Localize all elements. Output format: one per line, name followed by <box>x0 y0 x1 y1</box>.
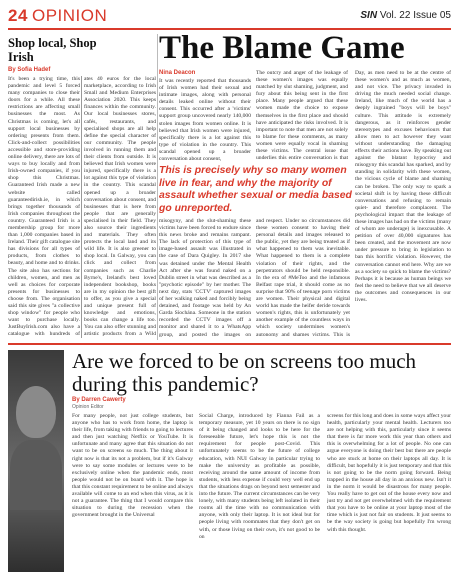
bottom-story-title: Are we forced to be on screens too much during this pandemic? <box>72 349 417 396</box>
pull-quote: This is precisely why so many women live in fear, and why the majority of assault whether sexual or media based go unreported. <box>159 165 352 214</box>
column-divider <box>157 34 158 340</box>
blame-story-column-3 <box>355 70 451 338</box>
blame-story-lower-column-1 <box>159 218 251 338</box>
bottom-story-text-3: screens for this long and does in some ways affect your health, particularly your mental health. Lecturers too are not helping with this, particularly since it seems that there is far more work this year than others and this is overwhelming for a lot of people. No one can argue everyone is doing their best but there are people who are stuck at home on their laptops all day. It is difficult, but hopefully it is just temporary and that this is not going to be the norm going forward. Being trapped in the house all day in an anxious new. Isn't it in the norm it would be disastrous for many people. You really have to get out of the house every now and just try and not get overwhelmed with the requirement that you have to be online at your laptop most of the time which is just not fair on students. It just seems to be the way society is going but hopefully I'm wrong with this thought. <box>327 413 451 533</box>
left-story-column-2 <box>84 76 156 338</box>
column-divider <box>81 76 82 338</box>
bottom-story-text-2: Social Charge, introduced by Fianna Fail as a temporary measure, yet 10 years on there is no sign of it being changed and looks to be here for the foreseeable future, let's hope this is not the requirement for people post-Covid. This unfortunately seems to be the future of college education, with NUI Galway in particular trying to make the university as profitable as possible, receiving around the same amount of income from students, with less expense if could very well end up that the situations drags on beyond next semester and into the future. The current circumstances can be very lonely, with many students being left isolated in their rooms all the time with no communication with anyone, with only their laptop. It is not ideal but for people living with roommates that they don't get on with, or those living on their own, it's not good to be on <box>199 413 320 540</box>
author-photo <box>8 350 64 572</box>
section-title: OPINION <box>32 6 108 25</box>
left-story-byline: By Sofia Hadef <box>8 67 51 73</box>
blame-story-text-1: It was recently reported that thousands of Irish women had their sexual and intimate images, along with personal details leaked online without their consent. This occurred after a 'victims' support group uncovered nearly 140,000 stolen images from women online. It is believed that Irish women were injured, specifically there is a lot against this type of violation in the country. This scandal opened up a broader conversation about consent, <box>159 78 251 162</box>
blame-story-text-2: The outcry and anger of the leakage of these women's images was equally matched by slut shaming, judgment, and fury about this being sent in the first place. Many people argued that these women made the choice to expose themselves in the first place and should have anticipated the risks involved. It is important to note that men are not solely to blame for these comments, as many women were equally vocal in shaming these victims. The central issue that underlies this entire conversation is that <box>256 70 348 162</box>
bottom-story-column-3 <box>327 413 451 573</box>
publication-name: SIN <box>360 10 378 21</box>
page-number: 24 <box>8 6 28 25</box>
left-story-text-1: It's been a trying time, this pandemic and level 5 forced many companies to close their doors for a while. All these restrictions are affecting small businesses the most. As Christmas is coming, let's all support local businesses by ordering presents from them. Click-and-collect possibilities accessible and store-providing online delivery, there are lots of ways to buy locally and from Irish-owned companies, if you shop this Christmas. Guaranteed Irish made a new website called guaranteedirish.ie, in which brings together thousands of Irish companies throughout the country. Guaranteed Irish is a membership group for more than 1,000 companies based in Ireland. Their gift catalogue site has divisions for all types of products, from clothes to beauty, and home and to drinks. The site also has sections for children, women, and men as well as choices for corporate presents for businesses to choose from. The organisation said this site gives "a collective shop window" for people who want to purchase locally. JustBuyIrish.com also have a catalogue with hundreds of <box>8 76 80 338</box>
issue-info <box>360 10 451 21</box>
issue-number: Vol. 22 Issue 05 <box>379 10 451 21</box>
left-story-title: Shop local, Shop Irish <box>8 36 97 64</box>
page-header <box>8 6 451 30</box>
bottom-story-byline: By Darren Cawerty <box>72 397 126 403</box>
blame-story-lower-column-2 <box>256 218 350 338</box>
blame-story-lower-text-1: misogyny, and the slut-shaming these victims have been forced to endure since this news broke and remains rampant. The lack of protection of this type of image-based assault was illustrated in the case of Dara Quigley. In 2017 she was detained under the Mental Health Act after she was found naked on a Dublin street in what was described as a "psychotic episode" by her mother. The next day, stats 'CCTV' captured images of her walking naked and forcibly being detained, and footage was held by An Garda Síochána. Someone in the station recorded the CCTV images off a monitor and shared it to a WhatsApp group, and posted the images on <box>159 218 251 338</box>
blame-story-title: The Blame Game <box>159 30 405 66</box>
left-story-text-2: ates 40 euros for the local marketplace, according to Irish Small and Medium Enterprises Association 2020. This keeps finances within the community. Our local businesses stores, cafés, restaurants, and specialised shops are all help define the special character of our community. The people involved in running them and their clients from outside. It is believed that Irish women were injured, specifically there is a lot against this type of violation in the country. This scandal opened up a broader conversation about consent, and businesses that is here from people that are generally specialised in their field. They also source their ingredients and materials. They often protects the local land and its wild life. It is also greener to shop local. In Galway, you can click and collect from companies such as Charlie Byrne's, Ireland's best loved independent bookshop, books are in my opinion the best gift to offer, as you give a special and unique present full of knowledge and emotions, books can change a life too. You can also offer stunning and artistic products from a Wild <box>84 76 156 338</box>
bottom-story-text-1: For many people, not just college students, but anyone who has to work from home, the laptop is their life, from taking with friends to going to lectures and then just watching Netflix or YouTube. It is unfortunate and many agree that this situation do not want to be on screens so much. The thing about it right now is that its not a problem, but if it's Galway were to say some modules or lectures were to be exclusively online when the pandemic ends, most people would not be on board with it. The hope is that this constant requirement to be online and always available will come to an end when this virus, as it is not a guarantee. The thing that I would compare this situation to during the recession when the government brought in the Universal <box>72 413 193 519</box>
blame-story-column-2 <box>256 70 348 162</box>
bottom-story-column-1 <box>72 413 193 573</box>
photo-shoulders <box>10 440 62 510</box>
blame-story-column-1 <box>159 78 251 162</box>
blame-story-byline: Nina Deacon <box>159 70 196 76</box>
left-story-column-1 <box>8 76 80 338</box>
blame-story-text-3: Day, as men need to be at the centre of these women's and as much as women, and not vice. The privacy invaded in driving the much needed social change. Ireland, like much of the world has a deeply ingrained "boys will be boys" culture. This attitude is extremely dangerous, as it reinforces gender stereotypes and excuses behaviours that allow men to act however they want without understanding the damaging effects their actions have. By speaking out against the blatant hypocrisy and misogyny this scandal has sparked, and by standing in solidarity with these women, the vicious cycle of blame and shaming can be broken. The only way to spark a societal shift is by having these difficult conversations and refusing to remain quiet- and therefore complacent. The psychological impact that the leakage of these images has had on the victims (many of whom are underage) is inexcusable. A petition of over 40,000 signatures has been created, and the movement are now under pressure to bring in legislation to ban this horrific violation. However, the conversation cannot end here. Why are we as a society so quick to blame the victims? Perhaps it is because as human beings we feel the need to believe that we all deserve the outcomes and consequences in our lives. <box>355 70 451 303</box>
section-divider <box>8 343 451 345</box>
photo-face <box>16 386 56 438</box>
bottom-story-author-role: Opinion Editor <box>72 404 104 410</box>
bottom-story-column-2 <box>199 413 320 573</box>
blame-story-lower-text-2: and respect. Under no circumstances did these women consent to having their personal details and images released to the public, yet they are being treated as if what happened to them was inevitable. What happened to them is a complete violation of their rights, and the perpetrators should be held responsible. In the era of #MeToo and the infamous Belfast rape trial, it should come as no surprise that 90% of teenage porn victims are women. Their physical and digital world has made the heifer deride towards women's rights, this is unfortunately yet another example of the countless ways in which society undermines women's autonomy and shames victims. This is <box>256 218 350 338</box>
